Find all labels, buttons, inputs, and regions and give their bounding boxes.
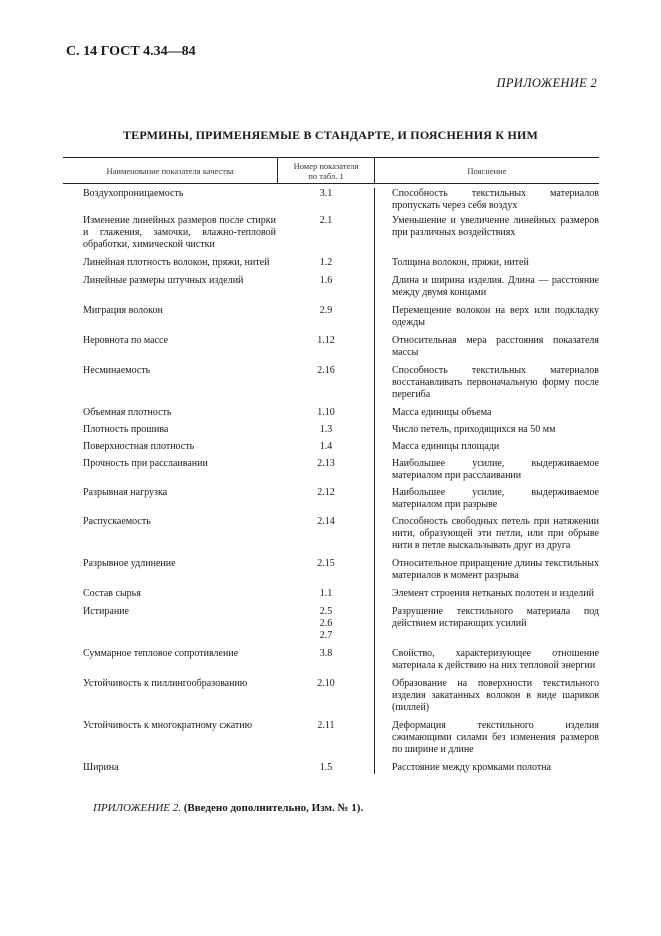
table-row — [63, 588, 599, 600]
indicator-explanation: Деформация текстильного изделия сжимающими силами без изменения размеров по ширине и длине — [392, 720, 599, 755]
indicator-number: 2.11 — [317, 720, 335, 731]
indicator-explanation: Наибольшее усилие, выдерживаемое материалом при разрыве — [392, 487, 599, 510]
header-explanation-column: Пояснение — [467, 165, 507, 176]
indicator-name: Устойчивость к многократному сжатию — [83, 720, 253, 731]
indicator-name: Линейная плотность волокон, пряжи, нитей — [83, 257, 270, 268]
indicator-explanation: Перемещение волокон на верх или подкладку одежды — [392, 305, 599, 328]
indicator-name: Неровнота по массе — [83, 335, 169, 346]
indicator-number: 1.3 — [319, 424, 333, 435]
indicator-number: 2.12 — [317, 487, 335, 498]
indicator-name: Устойчивость к пиллингообразованию — [83, 678, 248, 689]
table-row — [63, 275, 599, 299]
indicator-name: Состав сырья — [83, 588, 141, 599]
indicator-explanation: Способность текстильных материалов восстанавливать первоначальную форму после перегиба — [392, 365, 599, 400]
table-row — [63, 606, 599, 642]
table-row — [63, 648, 599, 672]
table-row — [63, 257, 599, 269]
indicator-explanation: Расстояние между кромками полотна — [392, 762, 551, 773]
indicator-name: Объемная плотность — [83, 407, 172, 418]
indicator-number: 2.15 — [317, 558, 335, 569]
indicator-explanation: Относительная мера расстояния показателя массы — [392, 335, 599, 358]
indicator-name: Разрывная нагрузка — [83, 487, 168, 498]
indicator-name: Плотность прошива — [83, 424, 169, 435]
indicator-number: 3.1 — [319, 188, 333, 199]
table-row — [63, 215, 599, 251]
indicator-name: Истирание — [83, 606, 129, 617]
indicator-number: 1.4 — [319, 441, 333, 452]
indicator-name: Миграция волокон — [83, 305, 163, 316]
header-number-column — [277, 158, 375, 183]
table-row — [63, 678, 599, 714]
indicator-explanation: Масса единицы площади — [392, 441, 500, 452]
indicator-number: 3.8 — [319, 648, 333, 659]
indicator-explanation: Способность свободных петель при натяжении нити, образующей эти петли, или при обрыве нити в петле выскальзывать друг из друга — [392, 516, 599, 551]
indicator-name: Распускаемость — [83, 516, 151, 527]
indicator-explanation: Масса единицы объема — [392, 407, 492, 418]
indicator-explanation: Уменьшение и увеличение линейных размеров при различных воздействиях — [392, 215, 599, 238]
indicator-explanation: Число петель, приходящихся на 50 мм — [392, 424, 556, 435]
table-header — [63, 157, 599, 184]
indicator-number: 2.5 2.6 2.7 — [319, 606, 333, 641]
indicator-name: Воздухопроницаемость — [83, 188, 184, 199]
indicator-number: 1.5 — [319, 762, 333, 773]
indicator-explanation: Толщина волокон, пряжи, нитей — [392, 257, 529, 268]
table-row — [63, 720, 599, 756]
indicator-number: 1.1 — [319, 588, 333, 599]
appendix-label: ПРИЛОЖЕНИЕ 2 — [496, 76, 597, 90]
footnote-appendix-ref: ПРИЛОЖЕНИЕ 2. — [93, 802, 181, 814]
indicator-explanation: Образование на поверхности текстильного изделия закатанных волокон в виде шариков (пиллей) — [392, 678, 599, 713]
indicator-explanation: Длина и ширина изделия. Длина — расстояние между двумя концами — [392, 275, 599, 298]
indicator-number: 2.16 — [317, 365, 335, 376]
indicator-number: 2.13 — [317, 458, 335, 469]
indicator-explanation: Относительное приращение длины текстильных материалов в момент разрыва — [392, 558, 599, 581]
table-row — [63, 487, 599, 511]
document-title: ТЕРМИНЫ, ПРИМЕНЯЕМЫЕ В СТАНДАРТЕ, И ПОЯСНЕНИЯ К НИМ — [122, 128, 539, 142]
header-name-column: Наименование показателя качества — [106, 165, 234, 176]
indicator-name: Суммарное тепловое сопротивление — [83, 648, 239, 659]
indicator-name: Прочность при расслаивании — [83, 458, 208, 469]
table-body — [63, 188, 599, 774]
indicator-explanation: Элемент строения нетканых полотен и изделий — [392, 588, 594, 599]
indicator-name: Изменение линейных размеров после стирки и глажения, замочки, влажно-тепловой обработки, химической чистки — [83, 215, 276, 250]
indicator-number: 2.10 — [317, 678, 335, 689]
indicator-explanation: Наибольшее усилие, выдерживаемое материалом при расслаивании — [392, 458, 599, 481]
table-row — [63, 407, 599, 419]
indicator-explanation: Свойство, характеризующее отношение материала к действию на них тепловой энергии — [392, 648, 599, 671]
indicator-name: Линейные размеры штучных изделий — [83, 275, 244, 286]
indicator-explanation: Разрушение текстильного материала под действием истирающих усилий — [392, 606, 599, 629]
indicator-number: 1.10 — [317, 407, 335, 418]
indicator-number: 1.12 — [317, 335, 335, 346]
indicator-explanation: Способность текстильных материалов пропускать через себя воздух — [392, 188, 599, 211]
table-row — [63, 762, 599, 774]
table-row — [63, 558, 599, 582]
page-header: С. 14 ГОСТ 4.34—84 — [66, 44, 196, 59]
table-row — [63, 188, 599, 212]
table-row — [63, 424, 599, 436]
indicator-number: 1.6 — [319, 275, 333, 286]
table-row — [63, 305, 599, 329]
indicator-number: 2.14 — [317, 516, 335, 527]
header-number-line2: по табл. 1 — [308, 170, 344, 181]
terms-table — [63, 157, 599, 774]
table-row — [63, 458, 599, 482]
indicator-number: 1.2 — [319, 257, 333, 268]
indicator-name: Разрывное удлинение — [83, 558, 176, 569]
table-row — [63, 441, 599, 453]
indicator-name: Поверхностная плотность — [83, 441, 195, 452]
table-row — [63, 516, 599, 552]
footnote-amendment: (Введено дополнительно, Изм. № 1). — [183, 802, 364, 814]
indicator-name: Несминаемость — [83, 365, 151, 376]
indicator-number: 2.1 — [319, 215, 333, 226]
footnote — [93, 802, 363, 814]
indicator-name: Ширина — [83, 762, 119, 773]
indicator-number: 2.9 — [319, 305, 333, 316]
table-row — [63, 335, 599, 359]
table-row — [63, 365, 599, 401]
header-number-line1: Номер показателя — [293, 160, 359, 171]
